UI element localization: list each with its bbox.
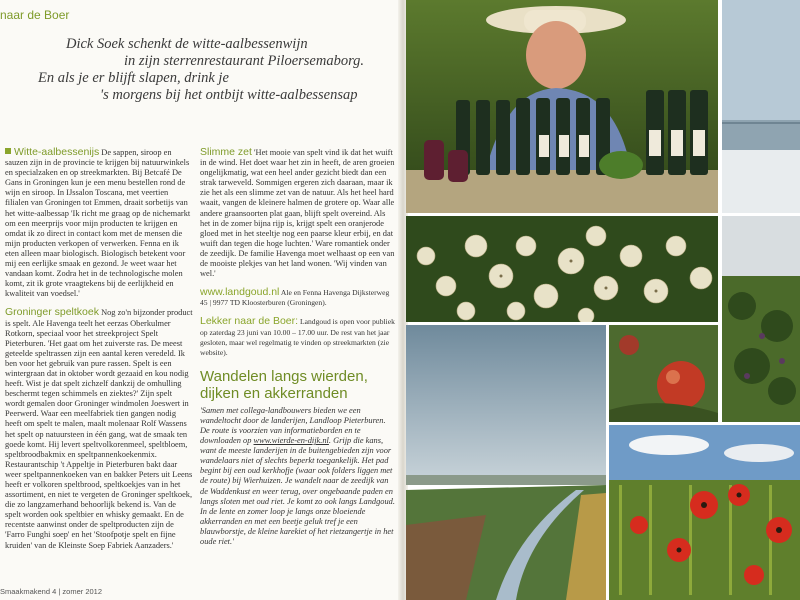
intro-quote [38,36,373,104]
website-link[interactable]: www.landgoud.nl [200,286,280,299]
farmer-bottles-image [406,0,718,213]
contact-address: Ale en Fenna Havenga Dijksterweg 45 | 9977 TD Kloosterburen (Groningen). [200,288,390,308]
folio: Smaakmakend 4 | zomer 2012 [0,587,103,596]
poppy-field-image [609,425,800,600]
body-groninger-speltkoek: Nog zo'n bijzonder product is spelt. Ale Havenga teelt het eerzas Oberkulmer Rotkorn, speciaal voor het streekproject Spelt Pieterburen. 'Het gaat om het zuiverste ras. De meest geteelde speltrassen zijn een aantal keren veredeld. Ik ben voor het gebruik van pure rassen. Spelt is een wintergraan dat in oktober wordt gezaaid en kou nodig heeft. Wist je dat spelt zichzelf dankzij de omhulling beschermt tegen schimmels en ziektes?' Zijn spelt wordt gemalen door Groninger windmolen Joeswert in Peerwerd. Waar een meelfabriek tien gangen nodig heeft om spelt te malen, maalt molenaar Rolf Wassens het spelt op natuursteen in één gang, wat de smaak ten goede komt. Hij levert speltvolkorenmeel, speltbloem, speltbroodbakmix en speltpannenkoekenmix. Restaurantschip 't Appeltje in Pieterburen bakt daar weer speltpannenkoeken van en bakker Peters uit Leens heeft er volkoren speltbrood, speltkoekjes van in het assortiment, en niet te vergeten de Groninger speltkoek, die zo langzamerhand behoorlijk bekend is. Van de spelt worden ook speltbier en whisky gemaakt. En de recentste aanwinst onder de speltproducten zijn de 'Farro Funghi soep' en het 'Stoofpotje spelt en fijne kruiden' van de Kleinste Soep Fabriek Aanzaders.' [5,308,193,550]
paragraph-slimme-zet [200,147,395,279]
lekker-body: Landgoud is open voor publiek op zaterdag 23 juni van 10.00 – 17.00 uur. De rest van het jaar gesloten, maar wel regelmatig te vinden op streekmarkten (zie website). [200,317,395,357]
body-witte-aalbessenijs: De sappen, siroop en sauzen zijn in de provincie te krijgen bij natuurwinkels en specialzaken en op streekmarkten. Bij Betcafé De Gans in Groningen kun je een menu bestellen rond de wijn en siroop. In IJssalon Toscana, met veertien filialen van Groningen tot Emmen, draait sorbetijs van het witte-aalbessap 'Ik richt me graag op de nichemarkt om een meerprijs voor mijn producten te krijgen en omdat ik zo direct in contact kom met de mensen die mijn producten verkopen of verwerken. Fenna en ik eten alleen maar biologisch. Biologisch betekent voor mij een eerlijke smaak en gezond. Je weet waar het vandaan komt. Zodra het in de technologische molen komt, zit ik grote vraagtekens bij de eerlijkheid en kwaliteit van voedsel.' [5,148,191,299]
subhead-groninger-speltkoek: Groninger speltkoek [5,306,99,319]
photo-poppy-field [609,425,800,600]
subhead-witte-aalbessenijs: Witte-aalbessenijs [14,146,100,158]
beach-image [722,0,800,213]
body-slimme-zet: 'Het mooie van spelt vind ik dat het wuift in de wind. Het doet waar het zin in heeft, de aren groeien ongelijkmatig, wat een heel ander gezicht biedt dan een strak tarweveld. Sommigen ergeren zich daaraan, maar ik zie het als een slimme zet van de natuur. Als het heel hard waait, vangen de kleinere halmen de grotere op. Waar alle andere graansoorten plat gaan, blijft spelt overeind. Als het in de zomer bijna rijp is, krijgt spelt een oranjerode gloed met in het steeltje nog een paarse kleur erbij, en dat wuift dan tegen die hoge luchten.' Ware romantiek onder de zeedijk. De familie Havenga moet welhaast op een van de mooiste plekjes van het land wonen. 'Wij vinden van wel.' [200,148,395,279]
folio-magazine: Smaakmakend 4 [0,587,57,596]
intro-line-1: Dick Soek schenkt de witte-aalbessenwijn [66,36,308,52]
intro-line-2: in zijn sterrenrestaurant Piloersemaborg. [124,53,365,69]
paragraph-witte-aalbessenijs [5,147,193,299]
lekker-block [200,316,395,357]
photo-apple [609,325,718,422]
landscape-dike-image [406,325,606,600]
intro-line-3: En als je er blijft slapen, drink je [38,70,229,86]
bullet-icon [5,148,11,154]
section-label: naar de Boer [0,8,70,22]
apple-image [609,325,718,422]
text-column-2 [200,147,395,555]
subhead-slimme-zet: Slimme zet [200,146,252,158]
wandelen-body-2: . Grijp die kans, want de meeste landerijen in de buitengebieden zijn voor wandelaars niet of slechts beperkt toegankelijk. Het pad begint bij een oud kerkhofje (waar ook folders liggen met de route) bij Wierhuizen. Je wandelt naar de zeedijk van de Waddenkust en weer terug, over ongebaande paden en langs sloten met oud riet. Je komt zo ook langs Landgoud. In de lente en zomer loop je langs onze bloeiende akkerranden en met een beetje geluk tref je een blauwborstje, de kleine karekiet of het rietzangertje in het oude riet.' [200,436,395,546]
paragraph-groninger-speltkoek [5,307,193,550]
white-currants-image [406,216,718,322]
intro-line-4: 's morgens bij het ontbijt witte-aalbessensap [100,87,358,103]
section-header [0,8,69,22]
photo-landscape-dike [406,325,606,600]
folio-season: zomer 2012 [62,587,103,596]
photo-white-currants [406,216,718,322]
wandelen-body-1: 'Samen met collega-landbouwers bieden we een wandeltocht door de landerijen, Landloop Pieterburen. De route is voorzien van informatieborden en te downloaden op [200,405,386,446]
wandelen-link[interactable]: www.wierde-en-dijk.nl [253,436,329,446]
contact-block [200,287,395,308]
text-column-1 [5,147,193,559]
photo-blueberries [722,216,800,422]
wandelen-title: Wandelen langs wierden, dijken en akkerranden [200,367,368,402]
wandelen-body [200,406,395,547]
photo-farmer-bottles [406,0,718,213]
blueberry-bush-image [722,216,800,422]
photo-beach [722,0,800,213]
lekker-head: Lekker naar de Boer: [200,315,299,328]
